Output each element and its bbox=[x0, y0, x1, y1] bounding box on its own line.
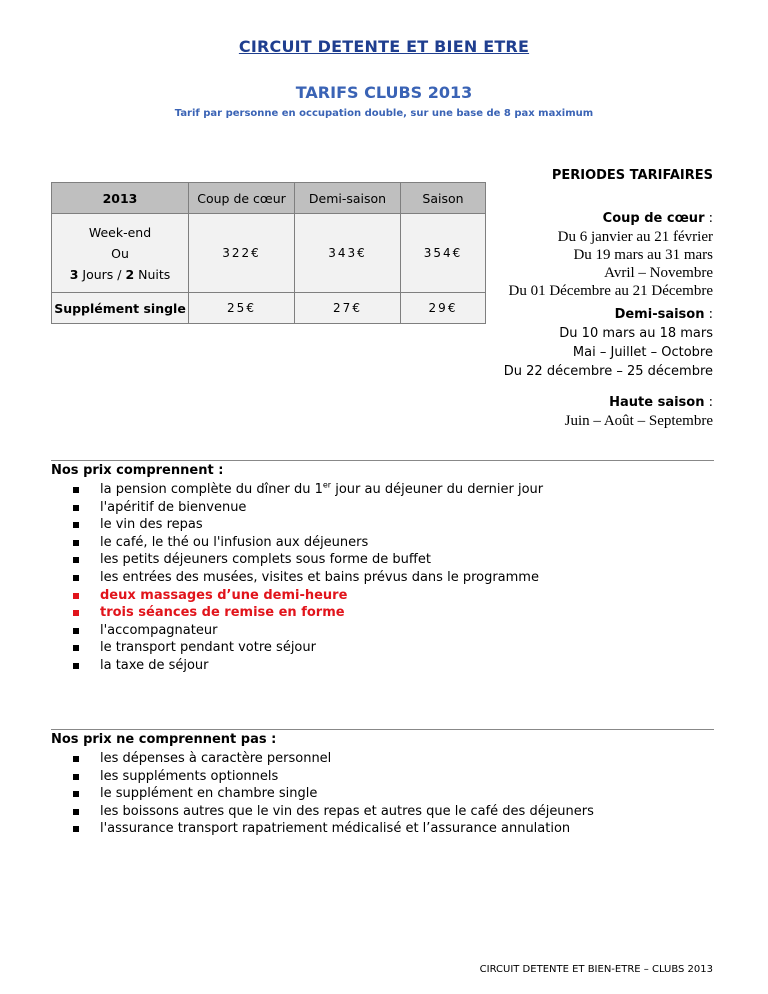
list-item-highlight: trois séances de remise en forme bbox=[51, 604, 543, 622]
list-item: les dépenses à caractère personnel bbox=[51, 750, 594, 768]
list-item: l'apéritif de bienvenue bbox=[51, 499, 543, 517]
list-item: les boissons autres que le vin des repas et autres que le café des déjeuners bbox=[51, 803, 594, 821]
bullet-icon bbox=[73, 575, 79, 581]
period-line: Juin – Août – Septembre bbox=[564, 413, 713, 429]
list-item: l'accompagnateur bbox=[51, 622, 543, 640]
section-divider bbox=[51, 729, 714, 730]
list-item: la taxe de séjour bbox=[51, 657, 543, 675]
column-header-demi-saison: Demi-saison bbox=[295, 183, 401, 214]
list-item: le transport pendant votre séjour bbox=[51, 639, 543, 657]
excludes-list bbox=[51, 750, 594, 838]
bullet-icon bbox=[73, 809, 79, 815]
price-cell: 27€ bbox=[295, 293, 401, 324]
duration-label: 3 Jours / 2 Nuits bbox=[69, 266, 171, 282]
bullet-icon bbox=[73, 774, 79, 780]
period-label: Demi-saison bbox=[614, 307, 705, 322]
bullet-icon bbox=[73, 826, 79, 832]
period-line: Du 01 Décembre au 21 Décembre bbox=[508, 283, 713, 299]
document-title: CIRCUIT DETENTE ET BIEN ETRE bbox=[238, 37, 530, 56]
column-header-saison: Saison bbox=[401, 183, 486, 214]
bullet-icon bbox=[73, 505, 79, 511]
list-item: les entrées des musées, visites et bains prévus dans le programme bbox=[51, 569, 543, 587]
excludes-title: Nos prix ne comprennent pas : bbox=[51, 732, 277, 747]
bullet-icon bbox=[73, 557, 79, 563]
period-label: Haute saison bbox=[609, 395, 705, 410]
period-line: Mai – Juillet – Octobre bbox=[572, 345, 713, 360]
list-item: le vin des repas bbox=[51, 516, 543, 534]
table-row-week-end bbox=[52, 214, 486, 293]
page-footer: CIRCUIT DETENTE ET BIEN-ETRE – CLUBS 2013 bbox=[479, 964, 713, 975]
list-item: les suppléments optionnels bbox=[51, 768, 594, 786]
price-table bbox=[51, 182, 486, 324]
list-item: les petits déjeuners complets sous forme de buffet bbox=[51, 551, 543, 569]
period-line: Du 6 janvier au 21 février bbox=[557, 229, 713, 245]
bullet-icon bbox=[73, 610, 79, 616]
bullet-icon bbox=[73, 756, 79, 762]
period-line: Du 10 mars au 18 mars bbox=[559, 326, 713, 341]
period-line: Du 19 mars au 31 mars bbox=[573, 247, 713, 263]
pricing-note: Tarif par personne en occupation double, sur une base de 8 pax maximum bbox=[174, 108, 594, 119]
price-cell: 25€ bbox=[189, 293, 295, 324]
period-demi-saison: Demi-saison : Du 10 mars au 18 mars Mai – Juillet – Octobre Du 22 décembre – 25 décembre bbox=[503, 307, 713, 379]
bullet-icon bbox=[73, 487, 79, 493]
includes-title: Nos prix comprennent : bbox=[51, 463, 224, 478]
bullet-icon bbox=[73, 628, 79, 634]
row-label-week-end bbox=[52, 214, 189, 293]
bullet-icon bbox=[73, 791, 79, 797]
row-label-single-supplement: Supplément single bbox=[52, 293, 189, 324]
period-label: Coup de cœur bbox=[602, 211, 705, 226]
table-header-row bbox=[52, 183, 486, 214]
includes-list bbox=[51, 481, 543, 675]
bullet-icon bbox=[73, 663, 79, 669]
bullet-icon bbox=[73, 540, 79, 546]
bullet-icon bbox=[73, 593, 79, 599]
week-end-label: Week-end bbox=[88, 224, 152, 240]
period-haute-saison: Haute saison : Juin – Août – Septembre bbox=[564, 395, 713, 429]
list-item-highlight: deux massages d’une demi-heure bbox=[51, 587, 543, 605]
period-coup-de-coeur: Coup de cœur : Du 6 janvier au 21 février Du 19 mars au 31 mars Avril – Novembre Du 01 Décembre au 21 Décembre bbox=[508, 211, 713, 299]
document-subtitle: TARIFS CLUBS 2013 bbox=[295, 83, 473, 102]
table-row-single-supplement bbox=[52, 293, 486, 324]
periods-title: PERIODES TARIFAIRES bbox=[551, 168, 713, 183]
table-year-header: 2013 bbox=[52, 183, 189, 214]
period-line: Avril – Novembre bbox=[604, 265, 713, 281]
bullet-icon bbox=[73, 645, 79, 651]
price-cell: 354€ bbox=[401, 214, 486, 293]
list-item: la pension complète du dîner du 1er jour au déjeuner du dernier jour bbox=[51, 481, 543, 499]
or-label: Ou bbox=[111, 245, 129, 261]
column-header-coup-de-coeur: Coup de cœur bbox=[189, 183, 295, 214]
period-line: Du 22 décembre – 25 décembre bbox=[503, 364, 713, 379]
section-divider bbox=[51, 460, 714, 461]
price-cell: 343€ bbox=[295, 214, 401, 293]
list-item: l'assurance transport rapatriement médicalisé et l’assurance annulation bbox=[51, 820, 594, 838]
price-cell: 322€ bbox=[189, 214, 295, 293]
bullet-icon bbox=[73, 522, 79, 528]
list-item: le supplément en chambre single bbox=[51, 785, 594, 803]
list-item: le café, le thé ou l'infusion aux déjeuners bbox=[51, 534, 543, 552]
price-cell: 29€ bbox=[401, 293, 486, 324]
